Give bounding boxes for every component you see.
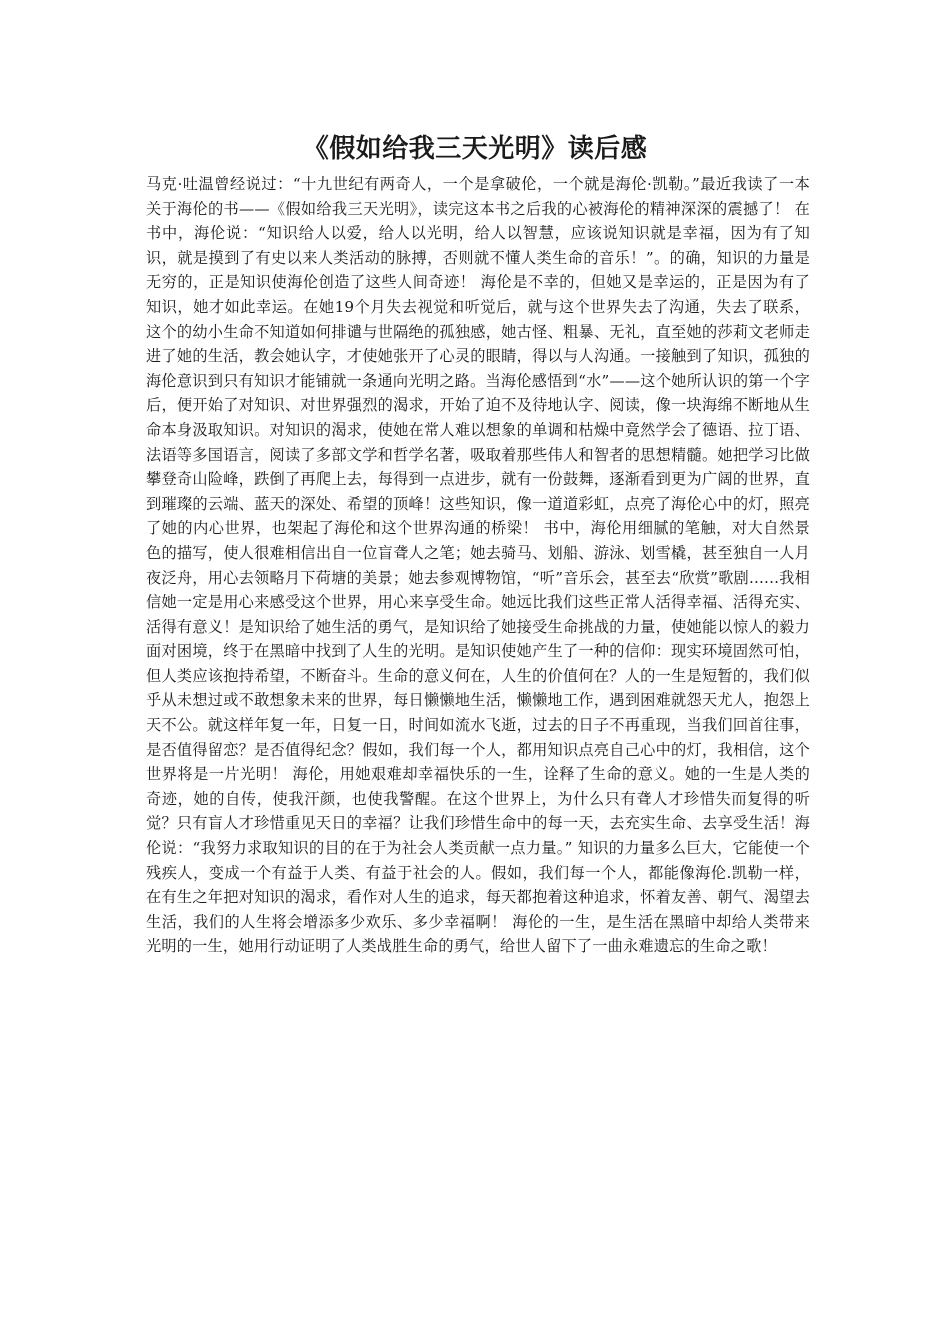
document-title: 《假如给我三天光明》读后感 — [302, 134, 648, 164]
document-body: 马克·吐温曾经说过：“十九世纪有两奇人，一个是拿破伦，一个就是海伦·凯勒。”最近我读了一本关于海伦的书——《假如给我三天光明》，读完这本书之后我的心被海伦的精神深深的震撼了！ 在书中，海伦说：“知识给人以爱，给人以光明，给人以智慧，应该说知识就是幸福，因为有了知识，就是摸到了有史以来人类活动的脉搏，否则就不懂人类生命的音乐！”。的确，知识的力量是无穷的，正是知识使海伦创造了这些人间奇迹！ 海伦是不幸的，但她又是幸运的，正是因为有了知识，她才如此幸运。在她19个月失去视觉和听觉后，就与这个世界失去了沟通，失去了联系，这个的幼小生命不知道如何排谴与世隔绝的孤独感，她古怪、粗暴、无礼，直至她的莎莉文老师走进了她的生活，教会她认字，才使她张开了心灵的眼睛，得以与人沟通。一接触到了知识，孤独的海伦意识到只有知识才能铺就一条通向光明之路。当海伦感悟到“水”——这个她所认识的第一个字后，便开始了对知识、对世界强烈的渴求，开始了迫不及待地认字、阅读，像一块海绵不断地从生命本身汲取知识。对知识的渴求，使她在常人难以想象的单调和枯燥中竟然学会了德语、拉丁语、法语等多国语言，阅读了多部文学和哲学名著，吸取着那些伟人和智者的思想精髓。她把学习比做攀登奇山险峰，跌倒了再爬上去，每得到一点进步，就有一份鼓舞，逐渐看到更为广阔的世界，直到璀璨的云端、蓝天的深处、希望的顶峰！这些知识，像一道道彩虹，点亮了海伦心中的灯，照亮了她的内心世界，也架起了海伦和这个世界沟通的桥梁！ 书中，海伦用细腻的笔触，对大自然景色的描写，使人很难相信出自一位盲聋人之笔；她去骑马、划船、游泳、划雪橇，甚至独自一人月夜泛舟，用心去领略月下荷塘的美景；她去参观博物馆，“听”音乐会，甚至去“欣赏”歌剧......我相信她一定是用心来感受这个世界，用心来享受生命。她远比我们这些正常人活得幸福、活得充实、活得有意义！是知识给了她生活的勇气，是知识给了她接受生命挑战的力量，使她能以惊人的毅力面对困境，终于在黑暗中找到了人生的光明。是知识使她产生了一种的信仰：现实环境固然可怕，但人类应该抱持希望，不断奋斗。生命的意义何在，人生的价值何在？人的一生是短暂的，我们似乎从未想过或不敢想象未来的世界，每日懒懒地生活，懒懒地工作，遇到困难就怨天尤人，抱怨上天不公。就这样年复一年，日复一日，时间如流水飞逝，过去的日子不再重现，当我们回首往事，是否值得留恋？是否值得纪念？假如，我们每一个人，都用知识点亮自己心中的灯，我相信，这个世界将是一片光明！ 海伦，用她艰难却幸福快乐的一生，诠释了生命的意义。她的一生是人类的奇迹，她的自传，使我汗颜，也使我警醒。在这个世界上，为什么只有聋人才珍惜失而复得的听觉？只有盲人才珍惜重见天日的幸福？让我们珍惜生命中的每一天，去充实生命、去享受生活！海伦说：“我努力求取知识的目的在于为社会人类贡献一点力量。” 知识的力量多么巨大，它能使一个残疾人，变成一个有益于人类、有益于社会的人。假如，我们每一个人，都能像海伦.凯勒一样，在有生之年把对知识的渴求，看作对人生的追求，每天都抱着这种追求，怀着友善、朝气、渴望去生活，我们的人生将会增添多少欢乐、多少幸福啊！ 海伦的一生，是生活在黑暗中却给人类带来光明的一生，她用行动证明了人类战胜生命的勇气，给世人留下了一曲永难遗忘的生命之歌！ — [146, 175, 810, 956]
